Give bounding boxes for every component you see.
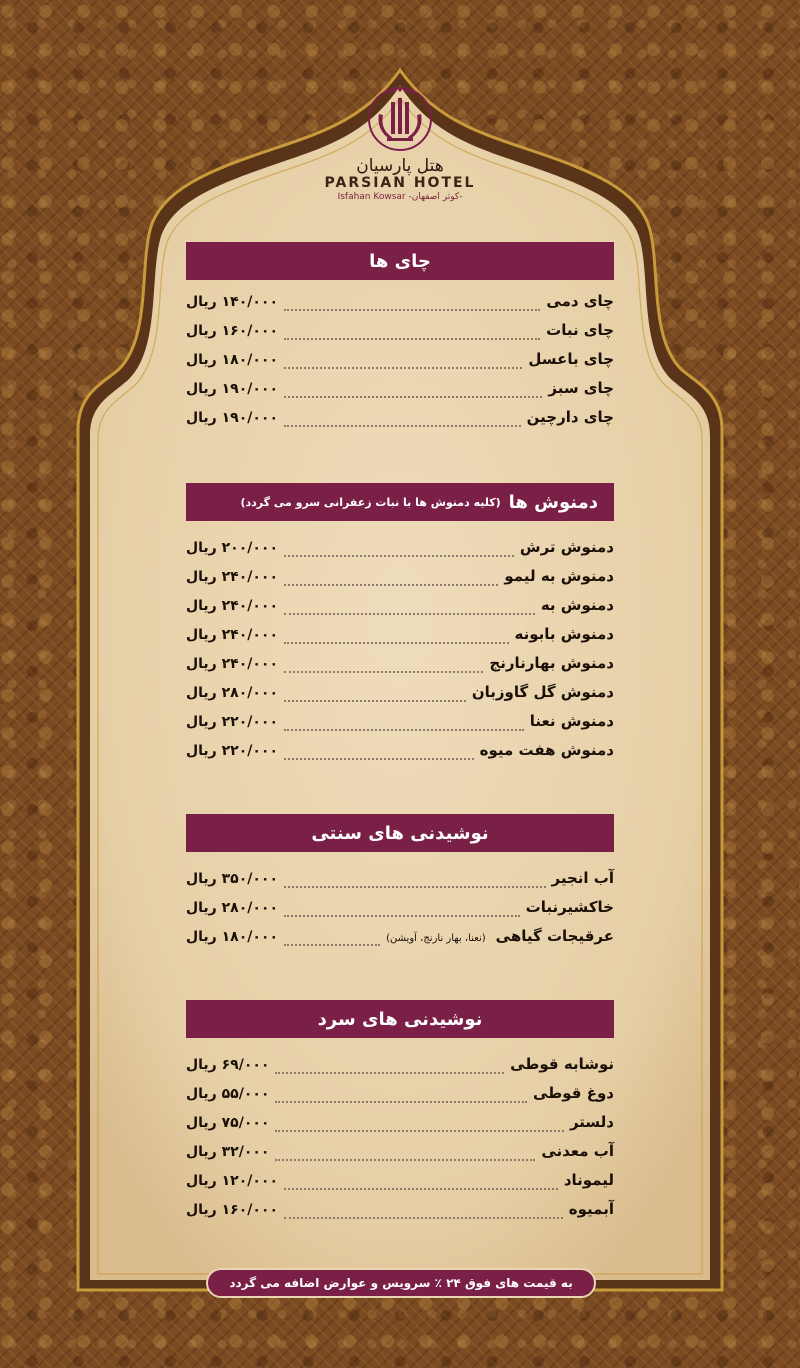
leader-dots (284, 612, 535, 615)
item-name: عرقیجات گیاهی (495, 927, 614, 945)
leader-dots (284, 728, 524, 731)
item-name: آبمیوه (568, 1200, 614, 1218)
leader-dots (284, 757, 474, 760)
herbal-list (186, 538, 614, 770)
menu-item (186, 625, 614, 654)
item-price: ۲۲۰/۰۰۰ ریال (186, 743, 278, 759)
traditional-list (186, 869, 614, 956)
item-name: نوشابه قوطی (510, 1055, 614, 1073)
item-name: چای دارچین (526, 408, 614, 426)
menu-item (186, 292, 614, 321)
leader-dots (275, 1071, 504, 1074)
item-price: ۱۶۰/۰۰۰ ریال (186, 323, 278, 339)
item-name: چای دمی (546, 292, 614, 310)
menu-item (186, 654, 614, 683)
item-name: دمنوش به لیمو (504, 567, 614, 585)
leader-dots (284, 914, 520, 917)
menu-item (186, 712, 614, 741)
cold-list (186, 1055, 614, 1229)
item-price: ۲۴۰/۰۰۰ ریال (186, 656, 278, 672)
footer-text: به قیمت های فوق ۲۴ ٪ سرویس و عوارض اضافه می گردد (229, 1276, 573, 1290)
tea-list (186, 292, 614, 437)
item-price: ۲۰۰/۰۰۰ ریال (186, 540, 278, 556)
item-name: چای نبات (546, 321, 614, 339)
section-title: نوشیدنی های سرد (317, 1008, 483, 1030)
item-price: ۱۹۰/۰۰۰ ریال (186, 381, 278, 397)
item-name: لیموناد (563, 1171, 614, 1189)
menu-item (186, 350, 614, 379)
item-price: ۲۴۰/۰۰۰ ریال (186, 627, 278, 643)
menu-item (186, 898, 614, 927)
section-header-cold (186, 1000, 614, 1038)
leader-dots (284, 554, 514, 557)
leader-dots (284, 424, 521, 427)
leader-dots (284, 583, 498, 586)
item-price: ۲۸۰/۰۰۰ ریال (186, 900, 278, 916)
menu-item (186, 1200, 614, 1229)
section-note: (کلیه دمنوش ها با نبات زعفرانی سرو می گردد) (240, 495, 501, 509)
menu-item (186, 683, 614, 712)
item-name: دمنوش نعنا (529, 712, 614, 730)
menu-item (186, 1055, 614, 1084)
item-price: ۵۵/۰۰۰ ریال (186, 1086, 270, 1102)
item-price: ۲۸۰/۰۰۰ ریال (186, 685, 278, 701)
item-name: دوغ قوطی (532, 1084, 614, 1102)
menu-item (186, 596, 614, 625)
leader-dots (284, 366, 522, 369)
hotel-emblem-icon (365, 84, 435, 154)
item-note: (نعنا، بهار نارنج، آویشن) (386, 933, 486, 944)
item-name: دمنوش هفت میوه (479, 741, 614, 759)
section-title: نوشیدنی های سنتی (311, 822, 489, 844)
item-price: ۱۸۰/۰۰۰ ریال (186, 352, 278, 368)
section-header-traditional (186, 814, 614, 852)
leader-dots (284, 1187, 558, 1190)
item-price: ۳۲/۰۰۰ ریال (186, 1144, 270, 1160)
hotel-logo (0, 84, 800, 202)
logo-name-fa: هتل پارسیان (356, 156, 444, 176)
menu-item (186, 408, 614, 437)
item-name: دلستر (569, 1113, 614, 1131)
menu-item (186, 538, 614, 567)
section-header-herbal (186, 483, 614, 521)
section-title: دمنوش ها (508, 491, 598, 513)
leader-dots (284, 395, 542, 398)
menu-item (186, 1113, 614, 1142)
item-price: ۱۴۰/۰۰۰ ریال (186, 294, 278, 310)
menu-item (186, 1171, 614, 1200)
section-title: چای ها (369, 250, 431, 272)
item-name: دمنوش به (540, 596, 614, 614)
item-price: ۲۴۰/۰۰۰ ریال (186, 569, 278, 585)
item-price: ۱۶۰/۰۰۰ ریال (186, 1202, 278, 1218)
leader-dots (284, 699, 466, 702)
logo-name-en: PARSIAN HOTEL (324, 175, 476, 191)
leader-dots (284, 670, 483, 673)
item-name: آب انجیر (551, 869, 614, 887)
menu-item (186, 927, 614, 956)
item-name: چای باعسل (528, 350, 614, 368)
menu-item (186, 321, 614, 350)
menu-item (186, 1084, 614, 1113)
item-name: دمنوش گل گاوزبان (471, 683, 614, 701)
item-price: ۳۵۰/۰۰۰ ریال (186, 871, 278, 887)
leader-dots (275, 1100, 527, 1103)
menu-item (186, 379, 614, 408)
leader-dots (284, 641, 509, 644)
leader-dots (284, 885, 546, 888)
item-price: ۶۹/۰۰۰ ریال (186, 1057, 270, 1073)
menu-item (186, 869, 614, 898)
leader-dots (284, 1216, 563, 1219)
item-price: ۱۸۰/۰۰۰ ریال (186, 929, 278, 945)
item-name: چای سبز (548, 379, 614, 397)
item-name: آب معدنی (541, 1142, 614, 1160)
leader-dots (275, 1158, 535, 1161)
menu-item (186, 1142, 614, 1171)
menu-item (186, 567, 614, 596)
leader-dots (284, 337, 540, 340)
section-header-tea (186, 242, 614, 280)
leader-dots (284, 943, 380, 946)
item-price: ۷۵/۰۰۰ ریال (186, 1115, 270, 1131)
menu-item (186, 741, 614, 770)
logo-location: Isfahan Kowsar -کوثر اصفهان- (337, 192, 463, 202)
item-name: خاکشیرنبات (525, 898, 614, 916)
item-price: ۲۲۰/۰۰۰ ریال (186, 714, 278, 730)
item-name: دمنوش ترش (519, 538, 614, 556)
item-name: دمنوش بهارنارنج (489, 654, 614, 672)
item-price: ۲۴۰/۰۰۰ ریال (186, 598, 278, 614)
item-price: ۱۹۰/۰۰۰ ریال (186, 410, 278, 426)
service-charge-note (206, 1268, 596, 1298)
leader-dots (284, 308, 540, 311)
item-price: ۱۲۰/۰۰۰ ریال (186, 1173, 278, 1189)
leader-dots (275, 1129, 563, 1132)
item-name: دمنوش بابونه (514, 625, 614, 643)
